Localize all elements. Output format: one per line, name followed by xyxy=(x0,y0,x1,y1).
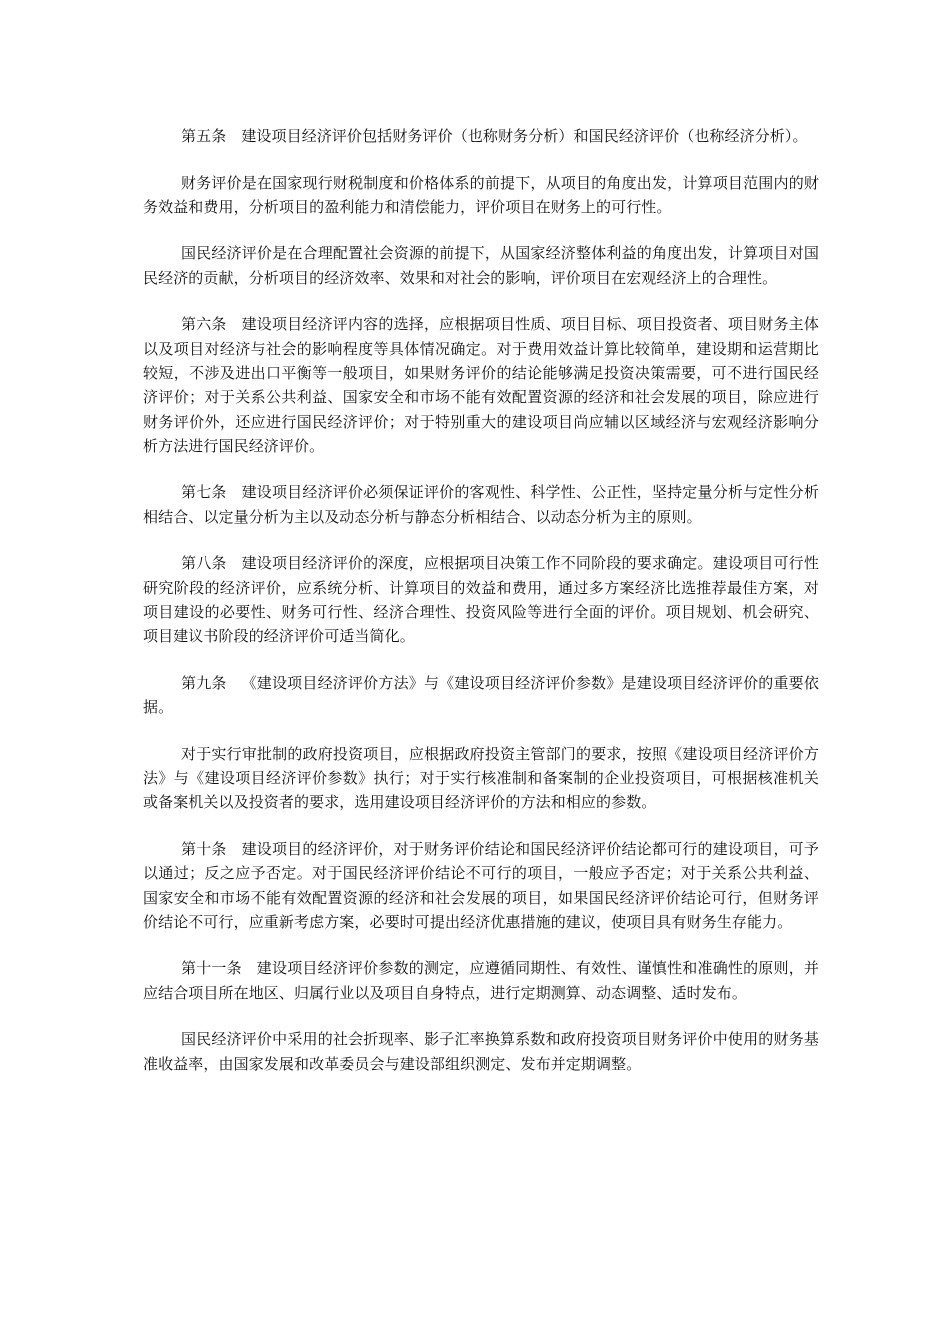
paragraph-approval-system xyxy=(143,742,819,815)
paragraph-text: 《建设项目经济评价方法》与《建设项目经济评价参数》是建设项目经济评价的重要依据。 xyxy=(143,673,819,717)
paragraph-text: 建设项目经济评价包括财务评价（也称财务分析）和国民经济评价（也称经济分析）。 xyxy=(241,127,808,145)
paragraph-article-7 xyxy=(143,480,819,529)
paragraph-national-economic-evaluation xyxy=(143,241,819,290)
paragraph-article-9 xyxy=(143,671,819,720)
article-label: 第八条 xyxy=(181,554,227,573)
article-label: 第九条 xyxy=(181,673,227,692)
paragraph-financial-evaluation xyxy=(143,171,819,220)
article-label: 第五条 xyxy=(181,127,227,145)
paragraph-text: 建设项目经济评价参数的测定，应遵循同期性、有效性、谨慎性和准确性的原则，并应结合项目所在地区、归属行业以及项目自身特点，进行定期测算、动态调整、适时发布。 xyxy=(143,959,819,1002)
document-body xyxy=(143,124,819,1098)
paragraph-text: 国民经济评价是在合理配置社会资源的前提下，从国家经济整体利益的角度出发，计算项目对国民经济的贡献，分析项目的经济效率、效果和对社会的影响，评价项目在宏观经济上的合理性。 xyxy=(143,244,819,287)
article-label: 第七条 xyxy=(181,483,227,502)
paragraph-article-11 xyxy=(143,956,819,1005)
paragraph-text: 国民经济评价中采用的社会折现率、影子汇率换算系数和政府投资项目财务评价中使用的财务基准收益率，由国家发展和改革委员会与建设部组织测定、发布并定期调整。 xyxy=(143,1030,819,1073)
paragraph-text: 财务评价是在国家现行财税制度和价格体系的前提下，从项目的角度出发，计算项目范围内的财务效益和费用，分析项目的盈利能力和清偿能力，评价项目在财务上的可行性。 xyxy=(143,173,819,216)
paragraph-text: 建设项目经济评内容的选择，应根据项目性质、项目目标、项目投资者、项目财务主体以及项目对经济与社会的影响程度等具体情况确定。对于费用效益计算比较简单，建设期和运营期比较短，不涉及进出口平衡等一般项目，如果财务评价的结论能够满足投资决策需要，可不进行国民经济评价；对于关系公共利益、国家安全和市场不能有效配置资源的经济和社会发展的项目，除应进行财务评价外，还应进行国民经济评价；对于特别重大的建设项目尚应辅以区域经济与宏观经济影响分析方法进行国民经济评价。 xyxy=(143,315,819,455)
paragraph-article-6 xyxy=(143,312,819,458)
article-label: 第六条 xyxy=(181,315,227,334)
paragraph-article-10 xyxy=(143,837,819,934)
paragraph-text: 建设项目的经济评价，对于财务评价结论和国民经济评价结论都可行的建设项目，可予以通过；反之应予否定。对于国民经济评价结论不可行的项目，一般应予否定；对于关系公共利益、国家安全和市场不能有效配置资源的经济和社会发展的项目，如果国民经济评价结论可行，但财务评价结论不可行，应重新考虑方案，必要时可提出经济优惠措施的建议，使项目具有财务生存能力。 xyxy=(143,839,819,931)
article-label: 第十一条 xyxy=(181,959,242,978)
paragraph-text: 建设项目经济评价必须保证评价的客观性、科学性、公正性，坚持定量分析与定性分析相结合、以定量分析为主以及动态分析与静态分析相结合、以动态分析为主的原则。 xyxy=(143,483,819,526)
paragraph-article-5 xyxy=(143,124,819,148)
article-label: 第十条 xyxy=(181,839,227,858)
paragraph-article-8 xyxy=(143,551,819,648)
paragraph-text: 建设项目经济评价的深度，应根据项目决策工作不同阶段的要求确定。建设项目可行性研究阶段的经济评价，应系统分析、计算项目的效益和费用，通过多方案经济比选推荐最佳方案，对项目建设的必要性、财务可行性、经济合理性、投资风险等进行全面的评价。项目规划、机会研究、项目建议书阶段的经济评价可适当简化。 xyxy=(143,554,819,646)
paragraph-text: 对于实行审批制的政府投资项目，应根据政府投资主管部门的要求，按照《建设项目经济评价方法》与《建设项目经济评价参数》执行；对于实行核准制和备案制的企业投资项目，可根据核准机关或备案机关以及投资者的要求，选用建设项目经济评价的方法和相应的参数。 xyxy=(143,744,819,812)
paragraph-parameters xyxy=(143,1027,819,1076)
